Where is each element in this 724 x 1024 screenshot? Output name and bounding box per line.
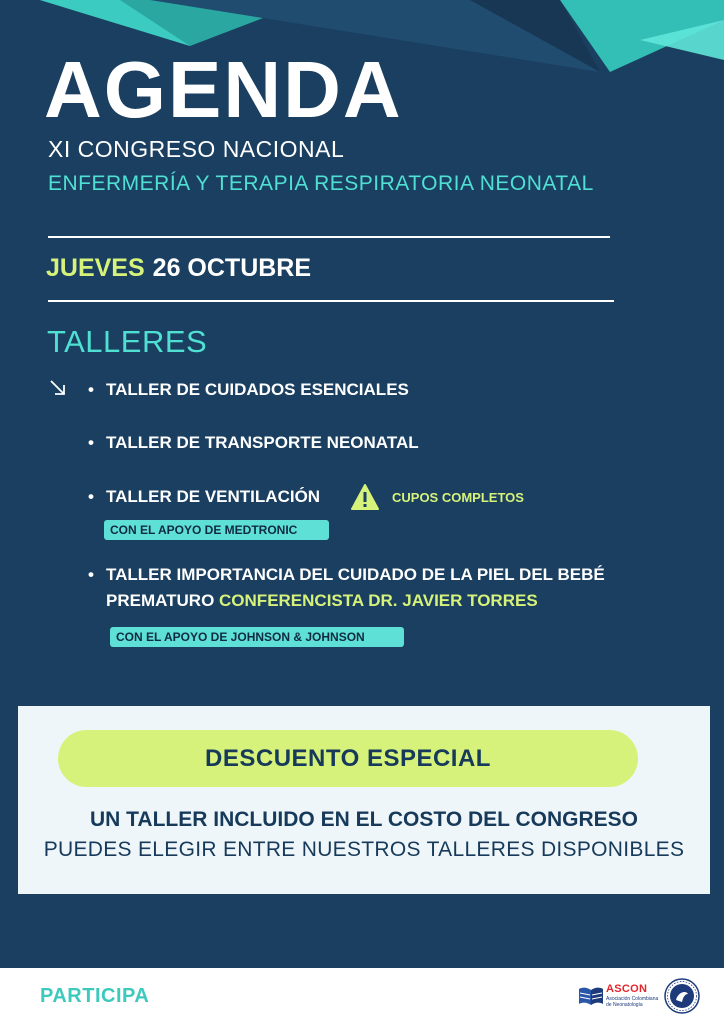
workshop-label-continued	[88, 588, 605, 614]
promo-line-2: PUEDES ELEGIR ENTRE NUESTROS TALLERES DISPONIBLES	[43, 838, 685, 861]
workshop-item	[88, 484, 320, 510]
page-title: AGENDA	[44, 45, 403, 134]
workshop-label: TALLER DE CUIDADOS ESENCIALES	[106, 380, 409, 399]
section-title: TALLERES	[47, 324, 208, 359]
date-value: 26 OCTUBRE	[152, 254, 312, 282]
divider-bottom	[48, 300, 614, 302]
workshop-label: TALLER DE TRANSPORTE NEONATAL	[106, 433, 419, 452]
ascon-logo	[578, 982, 658, 1012]
speaker-name: CONFERENCISTA DR. JAVIER TORRES	[219, 591, 538, 611]
sponsor-badge: CON EL APOYO DE MEDTRONIC	[104, 520, 329, 540]
logo-name: ASCON	[606, 983, 648, 995]
participa-link[interactable]: PARTICIPA	[40, 985, 150, 1007]
workshop-label-end: PREMATURO	[106, 591, 215, 611]
bullet: •	[88, 433, 94, 452]
workshop-label: TALLER IMPORTANCIA DEL CUIDADO DE LA PIEL DEL BEBÉ	[106, 565, 605, 584]
divider-top	[48, 236, 610, 238]
warning-icon	[350, 483, 380, 511]
workshop-item	[88, 562, 605, 615]
promo-title: DESCUENTO ESPECIAL	[58, 730, 638, 787]
bullet: •	[88, 487, 94, 506]
workshop-label: TALLER DE VENTILACIÓN	[106, 487, 321, 506]
date-day: JUEVES	[46, 254, 145, 282]
date-heading	[46, 254, 311, 283]
congress-name: XI CONGRESO NACIONAL	[48, 136, 345, 162]
congress-topic: ENFERMERÍA Y TERAPIA RESPIRATORIA NEONATAL	[48, 172, 594, 195]
promo-line-1: UN TALLER INCLUIDO EN EL COSTO DEL CONGRESO	[90, 808, 638, 831]
seal-icon	[664, 978, 700, 1014]
footer	[0, 968, 724, 1024]
promo-box	[18, 706, 710, 894]
arrow-down-right-icon	[48, 378, 68, 398]
logo-subtitle: Asociación Colombiana de Neonatología	[606, 996, 659, 1008]
bullet: •	[88, 380, 94, 399]
status-badge: CUPOS COMPLETOS	[392, 490, 524, 505]
sponsor-badge: CON EL APOYO DE JOHNSON & JOHNSON	[110, 627, 404, 647]
book-icon	[578, 984, 604, 1008]
bullet: •	[88, 565, 94, 584]
workshop-item	[88, 377, 409, 403]
workshop-item	[88, 430, 419, 456]
